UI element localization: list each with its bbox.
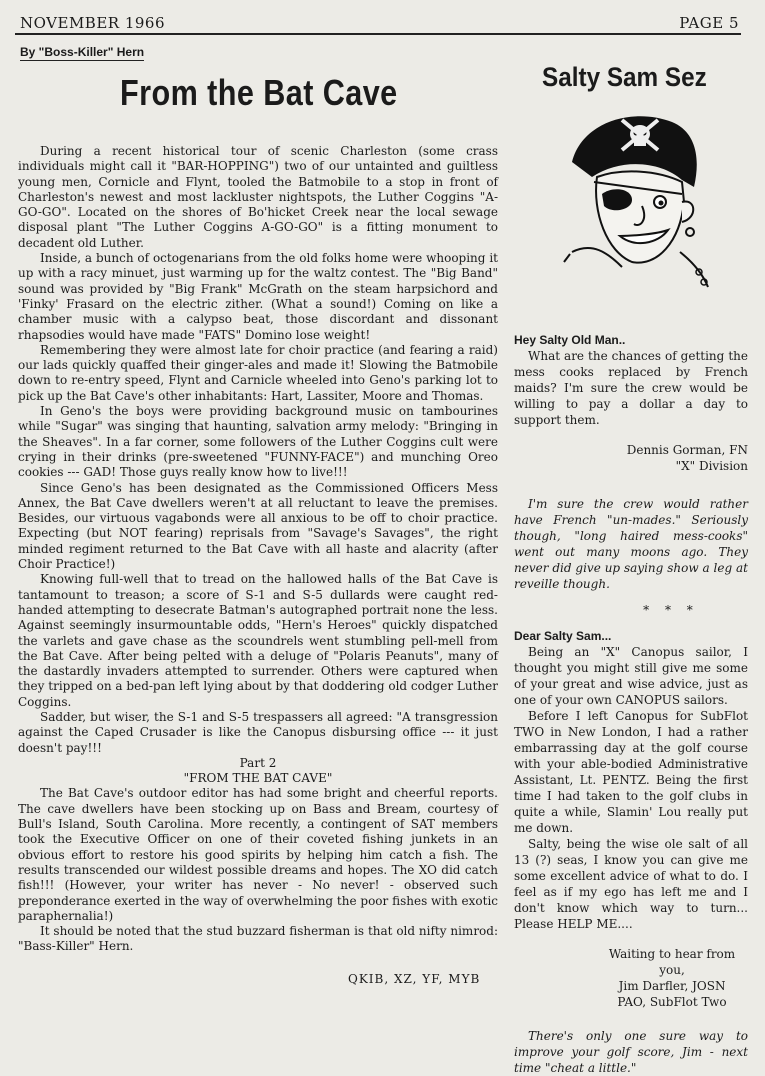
article-paragraph: During a recent historical tour of scenic Charleston (some crass individuals might call it "BAR-HOPPING") two of our untainted and guiltless young men, Cornicle and Flynt, tooled the Batmobile to a stop in front of Charleston's newest and most lackluster nightspots, the Luther Coggins "A-GO-GO". Located on the shores of Bo'hicket Creek near the local sewage disposal plant "The Luther Coggins A-GO-GO" is a fitting monument to decadent old Luther. bbox=[18, 144, 498, 250]
section-separator: * * * bbox=[643, 603, 699, 617]
letter-signature-name: Dennis Gorman, FN bbox=[626, 443, 748, 457]
letter-heading: Hey Salty Old Man.. bbox=[514, 333, 626, 347]
byline: By "Boss-Killer" Hern bbox=[20, 45, 145, 59]
article-body bbox=[18, 144, 498, 955]
letter-heading: Dear Salty Sam... bbox=[514, 629, 612, 643]
pirate-cartoon-icon bbox=[562, 102, 712, 292]
letter-signature-name: Jim Darfler, JOSN bbox=[618, 979, 726, 993]
article-paragraph: Sadder, but wiser, the S-1 and S-5 trespassers all agreed: "A transgression against the Caped Crusader is like the Canopus disbursing office --- it just doesn't pay!!! bbox=[18, 709, 498, 755]
article-paragraph: In Geno's the boys were providing background music on tambourines while "Sugar" was singing that haunting, salvation army melody: "Bringing in the Sheaves". In a far corner, some followers of the Luther Coggins cult were crying in their drinks (pre-sweetened "FUNNY-FACE") and munching Oreo cookies --- GAD! Those guys really know how to live!!! bbox=[18, 404, 498, 480]
signature-codes: QKIB, XZ, YF, MYB bbox=[348, 972, 481, 986]
letter-body: Salty, being the wise ole salt of all 13 (?) seas, I know you can give me some excellent advice of what to do. I feel as if my ego has left me and I don't know which way to turn... Please HELP ME.... bbox=[514, 837, 748, 931]
article-paragraph: The Bat Cave's outdoor editor has had some bright and cheerful reports. The cave dwellers have been stocking up on Bass and Bream, courtesy of Bull's Island, South Carolina. More recently, a contingent of SAT members took the Executive Officer on one of their coveted fishing junkets in an obvious effort to restore his good spirits by helping him catch a fish. The results transcended our wildest possible dreams and hopes. The XO did catch fish!!! (However, your writer has never - No never! - observed such preponderance exerted in the way of overwhelming the poor fishes with exotic paraphernalia!) bbox=[18, 786, 498, 923]
article-headline: From the Bat Cave bbox=[120, 72, 398, 113]
article-paragraph: Knowing full-well that to tread on the hallowed halls of the Bat Cave is tantamount to treason; a score of S-1 and S-5 dullards were caught red-handed attempting to desecrate Batman's autographed portrait none the less. Against seemingly insurmountable odds, "Hern's Heroes" quickly dispatched the varlets and gave chase as the scoundrels went stumbling pell-mell from the Bat Cave. After being pelted with a deluge of "Polaris Peanuts", many of the dastardly invaders attempted to surrender. Others were captured when they tripped on a bed-pan left lying about by that doddering old codger Luther Coggins. bbox=[18, 572, 498, 709]
page-number: PAGE 5 bbox=[679, 14, 739, 32]
article-paragraph: It should be noted that the stud buzzard fisherman is that old nifty nimrod: "Bass-Killer" Hern. bbox=[18, 924, 498, 954]
article-paragraph: Remembering they were almost late for choir practice (and fearing a raid) our lads quickly quaffed their ginger-ales and made it! Slowing the Batmobile down to re-entry speed, Flynt and Carnicle wheeled into Geno's parking lot to pick up the Bat Cave's other inhabitants: Hart, Lassiter, Moore and Thomas. bbox=[18, 342, 498, 403]
part-title: "FROM THE BAT CAVE" bbox=[183, 771, 333, 786]
letter-body: Before I left Canopus for SubFlot TWO in New London, I had a rather embarrassing day at the golf course with your able-bodied Administrative Assistant, Lt. PENTZ. Being the first time I had taken to the golf clubs in quite a while, Slamin' Lou really put me down. bbox=[514, 709, 748, 835]
letter-signature-division: "X" Division bbox=[675, 459, 748, 473]
issue-date: NOVEMBER 1966 bbox=[20, 14, 166, 32]
letter-body: Being an "X" Canopus sailor, I thought you might still give me some of your great and wise advice, just as one of your own CANOPUS sailors. bbox=[514, 645, 748, 707]
article-paragraph: Inside, a bunch of octogenarians from the old folks home were whooping it up with a racy minuet, just warming up for the waltz contest. The "Big Band" sound was provided by "Big Frank" McGrath on the steam harpsichord and 'Finky' Frasard on the electric zither. (What a sound!) Coming on like a chamber music with a calypso beat, those discordant and dissonant rhapsodies would have made "FATS" Domino lose weight! bbox=[18, 251, 498, 342]
header-rule bbox=[15, 33, 741, 35]
letter-body: What are the chances of getting the mess cooks replaced by French maids? I'm sure the crew would be willing to pay a dollar a day to support them. bbox=[514, 349, 748, 427]
sidebar-title: Salty Sam Sez bbox=[542, 62, 707, 92]
part-heading: Part 2 bbox=[239, 755, 277, 770]
article-paragraph: Since Geno's has been designated as the Commissioned Officers Mess Annex, the Bat Cave dwellers weren't at all reluctant to leave the premises. Besides, our virtuous vagabonds were all anxious to be off to choir practice. Expecting (but NOT fearing) reprisals from "Savage's Savages", the right minded regiment returned to the Bat Cave with all haste and alacrity (after Choir Practice!) bbox=[18, 480, 498, 572]
reply-text: I'm sure the crew would rather have French "un-mades." Seriously though, "long haired mess-cooks" went out many moons ago. They never did give up saying show a leg at reveille though. bbox=[514, 497, 748, 591]
reply-text: There's only one sure way to improve your golf score, Jim - next time "cheat a little." bbox=[514, 1029, 748, 1075]
letter-signature-line: Waiting to hear from you, bbox=[608, 947, 736, 977]
salty-sam-column bbox=[514, 332, 748, 1076]
letter-signature-office: PAO, SubFlot Two bbox=[617, 995, 727, 1009]
